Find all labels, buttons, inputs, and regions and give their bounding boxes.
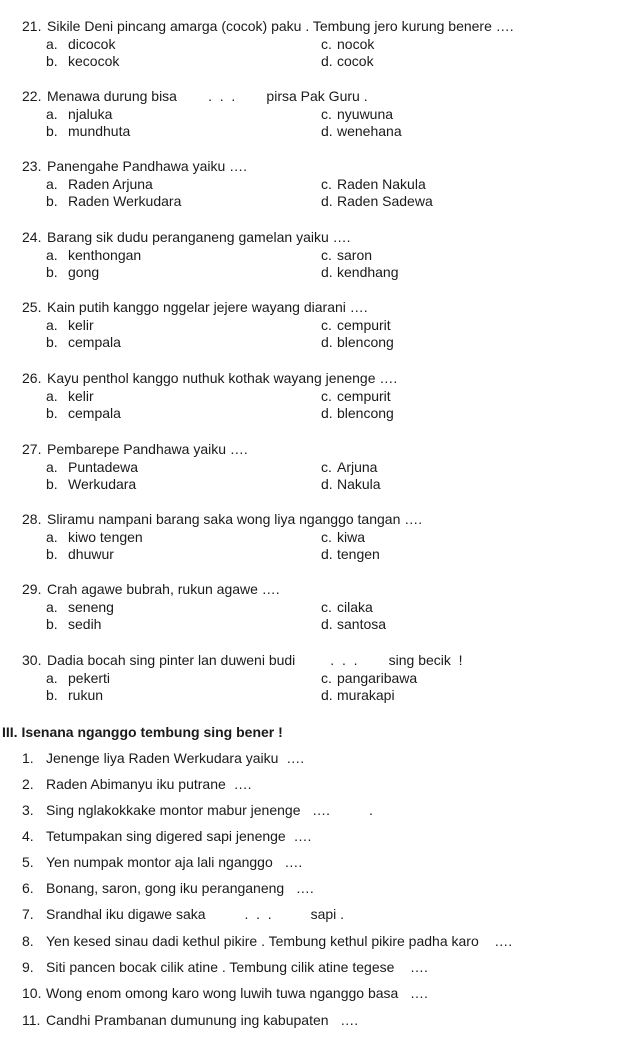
option-letter: c.	[321, 458, 332, 475]
question-stem	[22, 88, 622, 106]
option-c	[321, 599, 373, 617]
option-text: njaluka	[68, 105, 113, 122]
option-d	[321, 687, 395, 705]
option-letter: c.	[321, 528, 332, 545]
option-letter: d.	[321, 123, 333, 139]
option-letter: b.	[46, 476, 58, 492]
item-text: Srandhal iku digawe saka . . . sapi .	[46, 906, 345, 922]
item-number: 8.	[22, 933, 34, 949]
question-26	[22, 370, 622, 423]
option-text: murakapi	[337, 687, 395, 703]
option-text: cocok	[337, 53, 374, 69]
option-letter: d.	[321, 53, 333, 69]
option-letter: a.	[46, 458, 58, 475]
fill-item-11	[22, 1012, 358, 1028]
question-text: Sikile Deni pincang amarga (cocok) paku . Tembung jero kurung benere ….	[47, 18, 514, 34]
option-letter: b.	[46, 334, 58, 350]
option-c	[321, 106, 393, 124]
item-number: 11.	[22, 1012, 41, 1028]
fill-item-7	[22, 906, 344, 922]
question-text: Barang sik dudu peranganeng gamelan yaiku ….	[47, 229, 351, 245]
item-number: 5.	[22, 854, 34, 870]
options	[22, 36, 622, 71]
question-stem	[22, 581, 622, 599]
question-27	[22, 441, 622, 494]
item-text: Siti pancen bocak cilik atine . Tembung cilik atine tegese ….	[46, 959, 428, 975]
option-text: Nakula	[337, 476, 381, 492]
option-d	[321, 193, 433, 211]
option-b	[46, 405, 121, 423]
option-text: kelir	[68, 387, 94, 404]
question-number: 29.	[22, 581, 42, 597]
option-a	[46, 529, 143, 547]
option-letter: a.	[46, 669, 58, 686]
option-letter: a.	[46, 105, 58, 122]
option-c	[321, 247, 372, 265]
question-stem	[22, 652, 622, 670]
option-c	[321, 670, 417, 688]
fill-item-1	[22, 750, 304, 766]
option-text: wenehana	[337, 123, 402, 139]
option-letter: a.	[46, 246, 58, 263]
question-number: 28.	[22, 511, 42, 527]
option-text: kendhang	[337, 264, 399, 280]
item-number: 4.	[22, 828, 34, 844]
section-title: III. Isenana nganggo tembung sing bener !	[2, 724, 283, 740]
option-letter: d.	[321, 264, 333, 280]
item-text: Sing nglakokkake montor mabur jenenge …. .	[46, 802, 373, 818]
option-b	[46, 616, 101, 634]
option-text: kecocok	[68, 53, 120, 69]
option-letter: b.	[46, 53, 58, 69]
option-b	[46, 687, 103, 705]
option-text: tengen	[337, 546, 380, 562]
item-number: 1.	[22, 750, 34, 766]
option-letter: d.	[321, 334, 333, 350]
fill-item-3	[22, 802, 373, 818]
question-stem	[22, 158, 622, 176]
option-b	[46, 53, 119, 71]
option-c	[321, 529, 365, 547]
options	[22, 388, 622, 423]
options	[22, 670, 622, 705]
options	[22, 106, 622, 141]
item-number: 10.	[22, 985, 42, 1001]
option-letter: b.	[46, 405, 58, 421]
question-stem	[22, 299, 622, 317]
question-22	[22, 88, 622, 141]
option-text: nyuwuna	[337, 105, 394, 122]
option-c	[321, 36, 374, 54]
question-stem	[22, 229, 622, 247]
option-letter: b.	[46, 264, 58, 280]
option-letter: a.	[46, 316, 58, 333]
option-b	[46, 476, 136, 494]
question-stem	[22, 511, 622, 529]
question-number: 22.	[22, 88, 42, 104]
fill-item-10	[22, 985, 428, 1001]
question-number: 23.	[22, 158, 42, 174]
option-text: rukun	[68, 687, 104, 703]
item-text: Yen kesed sinau dadi kethul pikire . Tembung kethul pikire padha karo ….	[46, 933, 513, 949]
question-25	[22, 299, 622, 352]
item-number: 7.	[22, 906, 34, 922]
option-text: santosa	[337, 616, 387, 632]
option-a	[46, 388, 94, 406]
item-text: Raden Abimanyu iku putrane ….	[46, 776, 252, 792]
item-text: Candhi Prambanan dumunung ing kabupaten ….	[46, 1012, 359, 1028]
question-stem	[22, 370, 622, 388]
option-a	[46, 176, 153, 194]
option-text: cempala	[68, 334, 121, 350]
option-b	[46, 123, 130, 141]
question-text: Menawa durung bisa . . . pirsa Pak Guru .	[47, 88, 368, 104]
option-text: sedih	[68, 616, 102, 632]
option-letter: b.	[46, 546, 58, 562]
option-text: seneng	[68, 598, 114, 615]
option-text: Raden Arjuna	[68, 175, 153, 192]
option-d	[321, 123, 402, 141]
option-d	[321, 476, 381, 494]
option-text: cempurit	[337, 316, 391, 333]
item-number: 6.	[22, 880, 34, 896]
option-text: Raden Nakula	[337, 175, 426, 192]
option-letter: a.	[46, 35, 58, 52]
option-text: kiwo tengen	[68, 528, 143, 545]
option-text: Arjuna	[337, 458, 378, 475]
item-text: Wong enom omong karo wong luwih tuwa nganggo basa ….	[46, 985, 428, 1001]
option-letter: a.	[46, 598, 58, 615]
option-d	[321, 334, 394, 352]
option-letter: d.	[321, 616, 333, 632]
options	[22, 459, 622, 494]
option-letter: d.	[321, 687, 333, 703]
option-letter: c.	[321, 669, 332, 686]
option-text: cempala	[68, 405, 121, 421]
fill-item-8	[22, 933, 512, 949]
option-letter: c.	[321, 175, 332, 192]
option-text: Raden Werkudara	[68, 193, 182, 209]
option-letter: a.	[46, 528, 58, 545]
option-text: kelir	[68, 316, 94, 333]
question-number: 30.	[22, 652, 42, 668]
question-text: Kayu penthol kanggo nuthuk kothak wayang jenenge ….	[47, 370, 398, 386]
option-letter: c.	[321, 387, 332, 404]
option-letter: c.	[321, 35, 332, 52]
option-d	[321, 546, 380, 564]
option-text: cilaka	[337, 598, 373, 615]
option-text: Raden Sadewa	[337, 193, 433, 209]
option-c	[321, 176, 426, 194]
question-number: 26.	[22, 370, 42, 386]
option-b	[46, 193, 181, 211]
option-letter: d.	[321, 476, 333, 492]
option-text: mundhuta	[68, 123, 131, 139]
option-letter: d.	[321, 193, 333, 209]
item-number: 9.	[22, 959, 34, 975]
option-text: dhuwur	[68, 546, 114, 562]
option-text: pangaribawa	[337, 669, 418, 686]
option-letter: c.	[321, 105, 332, 122]
option-d	[321, 264, 399, 282]
item-text: Tetumpakan sing digered sapi jenenge ….	[46, 828, 312, 844]
option-letter: a.	[46, 175, 58, 192]
question-21	[22, 18, 622, 71]
question-text: Crah agawe bubrah, rukun agawe ….	[47, 581, 280, 597]
options	[22, 176, 622, 211]
option-text: gong	[68, 264, 100, 280]
question-text: Sliramu nampani barang saka wong liya nganggo tangan ….	[47, 511, 423, 527]
option-b	[46, 546, 114, 564]
option-text: nocok	[337, 35, 375, 52]
item-text: Yen numpak montor aja lali nganggo ….	[46, 854, 303, 870]
question-number: 21.	[22, 18, 42, 34]
option-b	[46, 334, 121, 352]
question-text: Dadia bocah sing pinter lan duweni budi . . . sing becik !	[47, 652, 463, 668]
options	[22, 247, 622, 282]
option-letter: a.	[46, 387, 58, 404]
option-c	[321, 388, 391, 406]
item-text: Bonang, saron, gong iku peranganeng ….	[46, 880, 314, 896]
option-text: kenthongan	[68, 246, 142, 263]
option-letter: b.	[46, 123, 58, 139]
question-text: Kain putih kanggo nggelar jejere wayang diarani ….	[47, 299, 368, 315]
option-a	[46, 106, 112, 124]
option-letter: d.	[321, 546, 333, 562]
question-text: Pembarepe Pandhawa yaiku ….	[47, 441, 248, 457]
options	[22, 529, 622, 564]
question-number: 25.	[22, 299, 42, 315]
fill-item-5	[22, 854, 302, 870]
option-a	[46, 459, 138, 477]
question-stem	[22, 441, 622, 459]
question-28	[22, 511, 622, 564]
option-letter: b.	[46, 687, 58, 703]
fill-item-4	[22, 828, 311, 844]
option-a	[46, 599, 114, 617]
option-text: dicocok	[68, 35, 116, 52]
option-d	[321, 616, 386, 634]
option-letter: c.	[321, 598, 332, 615]
options	[22, 317, 622, 352]
option-b	[46, 264, 99, 282]
option-c	[321, 459, 377, 477]
option-text: blencong	[337, 405, 394, 421]
question-text: Panengahe Pandhawa yaiku ….	[47, 158, 248, 174]
option-text: cempurit	[337, 387, 391, 404]
question-number: 24.	[22, 229, 42, 245]
option-letter: c.	[321, 246, 332, 263]
option-a	[46, 317, 94, 335]
option-text: blencong	[337, 334, 394, 350]
fill-item-2	[22, 776, 251, 792]
option-text: kiwa	[337, 528, 366, 545]
option-text: saron	[337, 246, 373, 263]
option-letter: b.	[46, 616, 58, 632]
option-a	[46, 670, 110, 688]
option-letter: b.	[46, 193, 58, 209]
option-letter: c.	[321, 316, 332, 333]
question-29	[22, 581, 622, 634]
option-c	[321, 317, 391, 335]
question-23	[22, 158, 622, 211]
option-a	[46, 36, 115, 54]
option-text: Puntadewa	[68, 458, 139, 475]
fill-item-6	[22, 880, 314, 896]
options	[22, 599, 622, 634]
option-d	[321, 53, 374, 71]
item-text: Jenenge liya Raden Werkudara yaiku ….	[46, 750, 305, 766]
item-number: 3.	[22, 802, 34, 818]
fill-item-9	[22, 959, 428, 975]
option-text: Werkudara	[68, 476, 137, 492]
item-number: 2.	[22, 776, 34, 792]
option-text: pekerti	[68, 669, 111, 686]
question-24	[22, 229, 622, 282]
option-letter: d.	[321, 405, 333, 421]
option-a	[46, 247, 141, 265]
option-d	[321, 405, 394, 423]
question-30	[22, 652, 622, 705]
question-number: 27.	[22, 441, 42, 457]
question-stem	[22, 18, 622, 36]
